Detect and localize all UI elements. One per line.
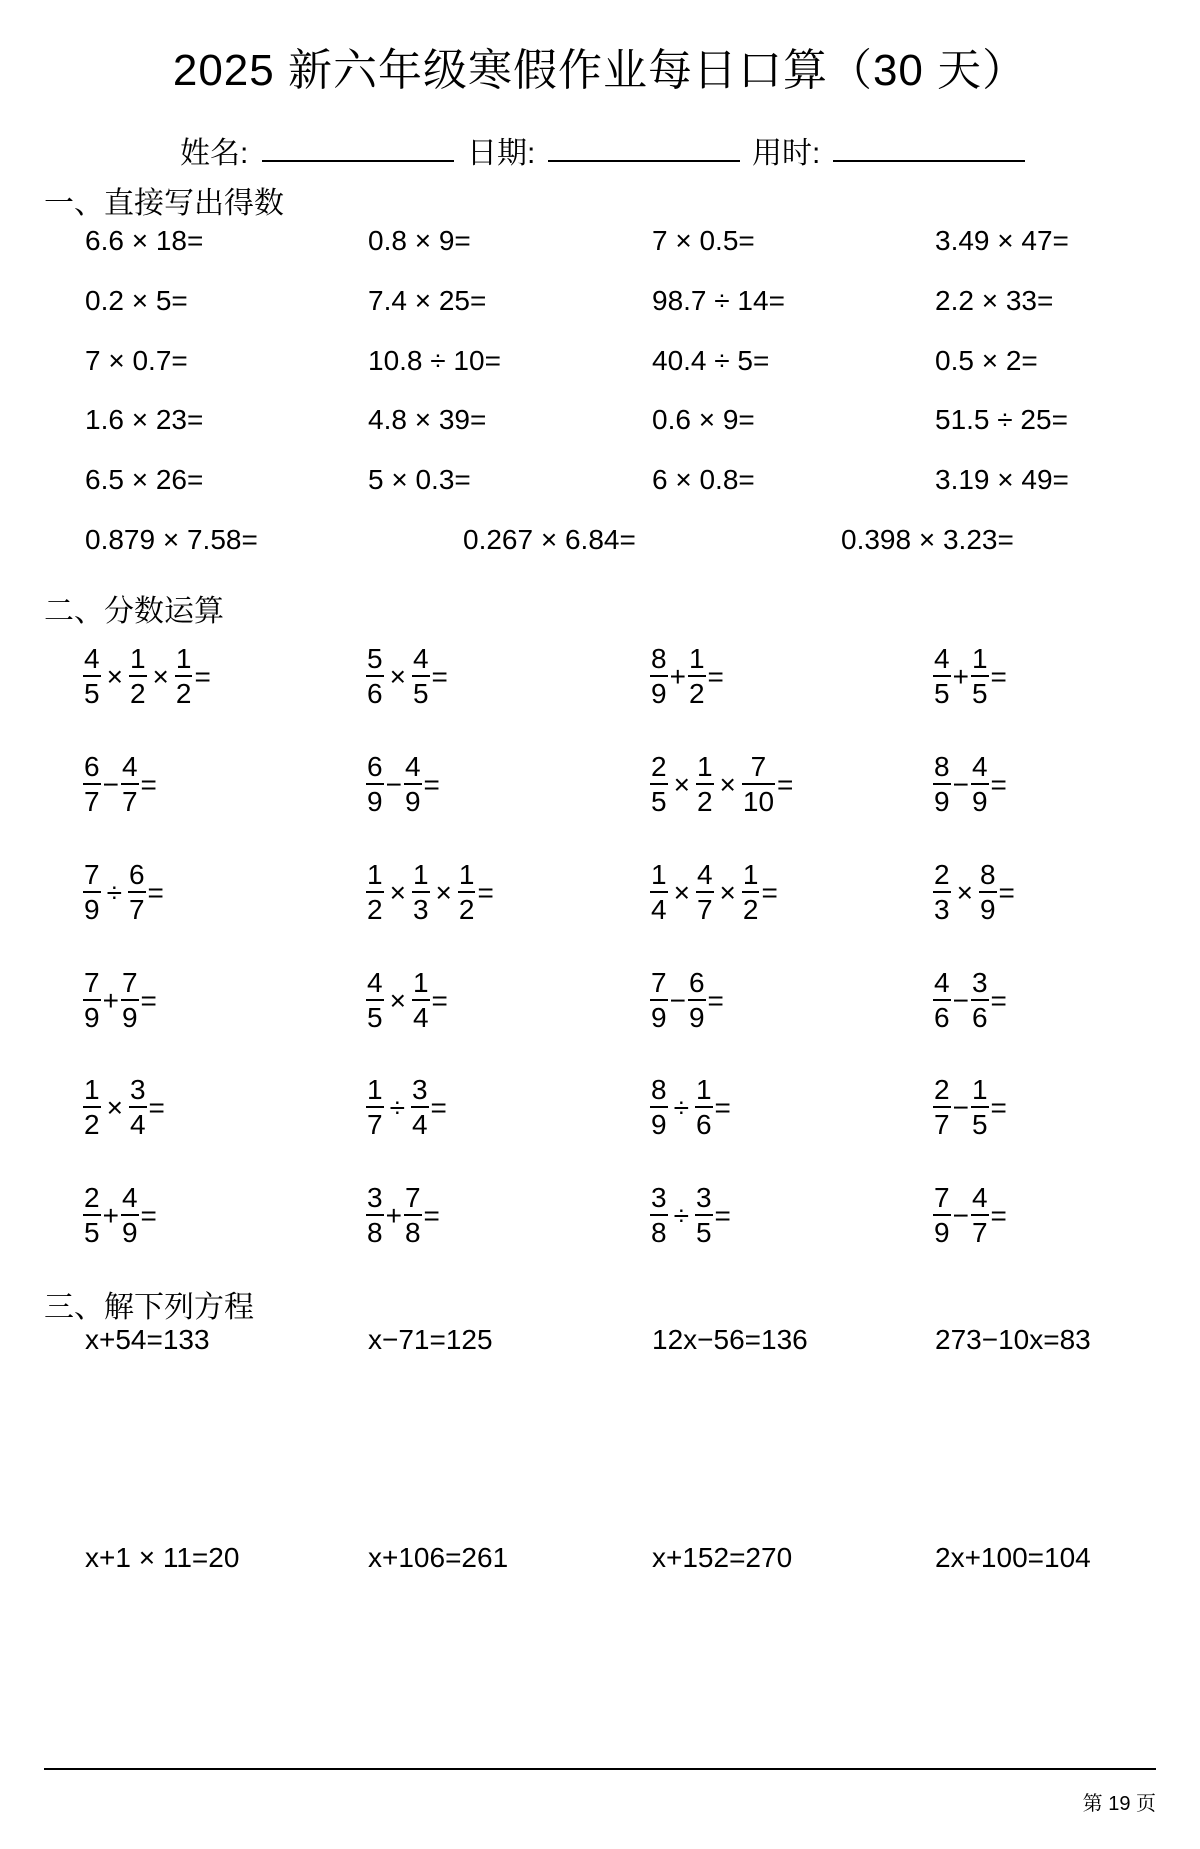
direct-problem: 5 × 0.3= <box>368 464 471 495</box>
denominator: 7 <box>934 1109 950 1140</box>
numerator: 4 <box>121 1182 138 1213</box>
numerator: 7 <box>121 967 138 998</box>
denominator: 9 <box>979 894 996 925</box>
equation-problem: x+152=270 <box>652 1542 793 1573</box>
direct-problem: 51.5 ÷ 25= <box>935 404 1068 435</box>
fraction <box>83 969 101 1032</box>
numerator: 4 <box>404 751 421 782</box>
operator: = <box>477 876 494 908</box>
fraction <box>933 861 951 924</box>
denominator: 7 <box>367 1109 383 1140</box>
numerator: 2 <box>84 1182 100 1213</box>
equation-problem: x+1 × 11=20 <box>85 1542 240 1573</box>
fraction-problem <box>83 1076 167 1139</box>
fraction <box>971 969 989 1032</box>
operator: × <box>956 876 973 908</box>
operator: = <box>430 1091 447 1123</box>
fraction <box>83 645 101 708</box>
operator: = <box>990 768 1007 800</box>
denominator: 5 <box>695 1217 712 1248</box>
denominator: 2 <box>367 894 383 925</box>
numerator: 4 <box>121 751 138 782</box>
fraction <box>175 645 193 708</box>
section-heading-equations: 三、解下列方程 <box>44 1291 254 1324</box>
fraction <box>688 645 706 708</box>
fraction <box>366 645 384 708</box>
fraction <box>650 645 668 708</box>
denominator: 4 <box>411 1109 428 1140</box>
name-label: 姓名: <box>180 137 249 170</box>
operator: = <box>431 984 448 1016</box>
numerator: 7 <box>84 859 100 890</box>
numerator: 1 <box>651 859 667 890</box>
fraction <box>933 1076 951 1139</box>
denominator: 5 <box>367 1002 383 1033</box>
numerator: 8 <box>651 643 667 674</box>
equation-problem: x−71=125 <box>368 1324 493 1355</box>
denominator: 9 <box>121 1002 138 1033</box>
denominator: 5 <box>84 678 100 709</box>
fraction <box>458 861 476 924</box>
fraction <box>696 861 714 924</box>
fraction-problem <box>83 969 159 1032</box>
numerator: 4 <box>84 643 100 674</box>
direct-problem: 0.879 × 7.58= <box>85 524 258 555</box>
fraction <box>696 753 714 816</box>
fraction-problem <box>933 861 1017 924</box>
operator: = <box>761 876 778 908</box>
fraction-problem <box>650 1076 733 1139</box>
fraction <box>121 969 139 1032</box>
operator: − <box>952 984 969 1016</box>
denominator: 2 <box>696 786 713 817</box>
numerator: 1 <box>367 859 383 890</box>
fraction-problem <box>366 969 450 1032</box>
operator: = <box>714 1091 731 1123</box>
fraction <box>366 861 384 924</box>
fraction-problem <box>83 861 166 924</box>
denominator: 6 <box>971 1002 988 1033</box>
denominator: 7 <box>84 786 100 817</box>
numerator: 1 <box>84 1074 100 1105</box>
numerator: 1 <box>129 643 146 674</box>
direct-problem: 7.4 × 25= <box>368 285 487 316</box>
numerator: 3 <box>411 1074 428 1105</box>
operator: ÷ <box>673 1199 689 1231</box>
section-heading-fractions: 二、分数运算 <box>44 595 224 628</box>
fraction <box>129 645 147 708</box>
denominator: 2 <box>688 678 705 709</box>
numerator: 4 <box>696 859 713 890</box>
numerator: 7 <box>651 967 667 998</box>
denominator: 9 <box>971 786 988 817</box>
fraction <box>979 861 997 924</box>
operator: = <box>140 1199 157 1231</box>
denominator: 6 <box>934 1002 950 1033</box>
denominator: 5 <box>651 786 667 817</box>
fraction <box>650 753 668 816</box>
numerator: 6 <box>84 751 100 782</box>
denominator: 2 <box>458 894 475 925</box>
fraction <box>650 861 668 924</box>
date-field[interactable] <box>548 160 740 162</box>
fraction-problem <box>650 969 726 1032</box>
time-field[interactable] <box>833 160 1025 162</box>
fraction <box>121 753 139 816</box>
denominator: 7 <box>971 1217 988 1248</box>
fraction-problem <box>83 1184 159 1247</box>
equation-problem: x+106=261 <box>368 1542 509 1573</box>
operator: = <box>990 660 1007 692</box>
numerator: 1 <box>971 643 988 674</box>
direct-problem: 6.6 × 18= <box>85 225 204 256</box>
operator: × <box>673 768 690 800</box>
fraction <box>650 1184 668 1247</box>
numerator: 1 <box>971 1074 988 1105</box>
fraction-problem <box>83 645 213 708</box>
numerator: 8 <box>934 751 950 782</box>
operator: × <box>389 876 406 908</box>
fraction <box>412 645 430 708</box>
operator: = <box>990 1199 1007 1231</box>
name-field[interactable] <box>262 160 454 162</box>
denominator: 5 <box>971 678 988 709</box>
operator: + <box>952 660 969 692</box>
fraction <box>83 861 101 924</box>
denominator: 9 <box>934 1217 950 1248</box>
numerator: 4 <box>971 751 988 782</box>
fraction <box>404 753 422 816</box>
fraction-problem <box>366 861 496 924</box>
denominator: 9 <box>934 786 950 817</box>
direct-problem: 6 × 0.8= <box>652 464 755 495</box>
direct-problem: 3.49 × 47= <box>935 225 1069 256</box>
numerator: 5 <box>367 643 383 674</box>
direct-problem: 0.8 × 9= <box>368 225 471 256</box>
numerator: 8 <box>979 859 996 890</box>
numerator: 3 <box>129 1074 146 1105</box>
denominator: 4 <box>412 1002 429 1033</box>
denominator: 5 <box>84 1217 100 1248</box>
operator: + <box>102 984 119 1016</box>
numerator: 4 <box>934 967 950 998</box>
fraction-problem <box>366 1076 449 1139</box>
operator: = <box>990 984 1007 1016</box>
direct-problem: 2.2 × 33= <box>935 285 1054 316</box>
operator: + <box>385 1199 402 1231</box>
numerator: 2 <box>934 1074 950 1105</box>
fraction <box>695 1184 713 1247</box>
operator: − <box>669 984 686 1016</box>
fraction-problem <box>366 753 442 816</box>
denominator: 2 <box>742 894 759 925</box>
numerator: 1 <box>367 1074 383 1105</box>
operator: = <box>148 1091 165 1123</box>
fraction-problem <box>650 861 780 924</box>
numerator: 7 <box>84 967 100 998</box>
numerator: 7 <box>750 751 767 782</box>
fraction <box>650 1076 668 1139</box>
operator: = <box>140 768 157 800</box>
operator: = <box>140 984 157 1016</box>
operator: × <box>673 876 690 908</box>
numerator: 1 <box>412 967 429 998</box>
operator: ÷ <box>106 876 122 908</box>
fraction <box>129 1076 147 1139</box>
denominator: 7 <box>128 894 145 925</box>
numerator: 8 <box>651 1074 667 1105</box>
numerator: 6 <box>128 859 145 890</box>
date-label: 日期: <box>467 137 536 170</box>
operator: = <box>431 660 448 692</box>
operator: − <box>385 768 402 800</box>
denominator: 8 <box>404 1217 421 1248</box>
direct-problem: 0.5 × 2= <box>935 345 1038 376</box>
denominator: 6 <box>367 678 383 709</box>
direct-problem: 0.267 × 6.84= <box>463 524 636 555</box>
fraction <box>933 1184 951 1247</box>
operator: = <box>423 768 440 800</box>
operator: − <box>102 768 119 800</box>
direct-problem: 4.8 × 39= <box>368 404 487 435</box>
fraction <box>121 1184 139 1247</box>
numerator: 3 <box>651 1182 667 1213</box>
numerator: 4 <box>934 643 950 674</box>
fraction-problem <box>933 969 1009 1032</box>
denominator: 9 <box>84 894 100 925</box>
fraction <box>933 645 951 708</box>
numerator: 1 <box>688 643 705 674</box>
operator: + <box>669 660 686 692</box>
fraction <box>971 1076 989 1139</box>
fraction-problem <box>650 753 795 816</box>
operator: + <box>102 1199 119 1231</box>
operator: = <box>147 876 164 908</box>
fraction <box>366 1184 384 1247</box>
fraction <box>83 1184 101 1247</box>
denominator: 6 <box>695 1109 712 1140</box>
fraction <box>742 861 760 924</box>
direct-problem: 7 × 0.5= <box>652 225 755 256</box>
denominator: 3 <box>934 894 950 925</box>
operator: × <box>152 660 169 692</box>
operator: × <box>719 876 736 908</box>
numerator: 3 <box>367 1182 383 1213</box>
numerator: 1 <box>175 643 192 674</box>
direct-problem: 98.7 ÷ 14= <box>652 285 785 316</box>
numerator: 3 <box>695 1182 712 1213</box>
numerator: 1 <box>458 859 475 890</box>
direct-problem: 3.19 × 49= <box>935 464 1069 495</box>
fraction <box>411 1076 429 1139</box>
fraction-problem <box>366 645 450 708</box>
denominator: 9 <box>651 1002 667 1033</box>
fraction-problem <box>366 1184 442 1247</box>
denominator: 5 <box>412 678 429 709</box>
fraction-problem <box>933 1184 1009 1247</box>
time-label: 用时: <box>752 137 821 170</box>
denominator: 4 <box>651 894 667 925</box>
fraction <box>366 753 384 816</box>
denominator: 9 <box>84 1002 100 1033</box>
denominator: 9 <box>651 1109 667 1140</box>
fraction <box>83 1076 101 1139</box>
operator: = <box>714 1199 731 1231</box>
operator: = <box>998 876 1015 908</box>
numerator: 6 <box>367 751 383 782</box>
denominator: 5 <box>971 1109 988 1140</box>
numerator: 4 <box>971 1182 988 1213</box>
denominator: 2 <box>84 1109 100 1140</box>
footer-divider <box>44 1768 1156 1770</box>
denominator: 9 <box>121 1217 138 1248</box>
section-heading-direct: 一、直接写出得数 <box>44 187 284 220</box>
fraction <box>650 969 668 1032</box>
denominator: 3 <box>412 894 429 925</box>
equation-problem: x+54=133 <box>85 1324 210 1355</box>
fraction <box>404 1184 422 1247</box>
denominator: 7 <box>121 786 138 817</box>
operator: = <box>707 984 724 1016</box>
operator: × <box>389 660 406 692</box>
numerator: 2 <box>934 859 950 890</box>
numerator: 2 <box>651 751 667 782</box>
numerator: 6 <box>688 967 705 998</box>
denominator: 10 <box>742 786 775 817</box>
operator: − <box>952 768 969 800</box>
operator: = <box>707 660 724 692</box>
direct-problem: 0.398 × 3.23= <box>841 524 1014 555</box>
operator: ÷ <box>389 1091 405 1123</box>
denominator: 9 <box>404 786 421 817</box>
denominator: 7 <box>696 894 713 925</box>
denominator: 2 <box>175 678 192 709</box>
denominator: 8 <box>367 1217 383 1248</box>
fraction-problem <box>933 1076 1009 1139</box>
direct-problem: 7 × 0.7= <box>85 345 188 376</box>
operator: = <box>990 1091 1007 1123</box>
numerator: 4 <box>367 967 383 998</box>
operator: ÷ <box>673 1091 689 1123</box>
numerator: 4 <box>412 643 429 674</box>
fraction <box>688 969 706 1032</box>
operator: = <box>777 768 794 800</box>
equation-problem: 12x−56=136 <box>652 1324 808 1355</box>
denominator: 2 <box>129 678 146 709</box>
fraction <box>933 753 951 816</box>
denominator: 4 <box>129 1109 146 1140</box>
operator: × <box>719 768 736 800</box>
direct-problem: 40.4 ÷ 5= <box>652 345 770 376</box>
denominator: 9 <box>651 678 667 709</box>
numerator: 1 <box>696 751 713 782</box>
fraction <box>695 1076 713 1139</box>
denominator: 5 <box>934 678 950 709</box>
direct-problem: 6.5 × 26= <box>85 464 204 495</box>
fraction <box>933 969 951 1032</box>
numerator: 7 <box>934 1182 950 1213</box>
fraction <box>971 753 989 816</box>
operator: × <box>389 984 406 1016</box>
numerator: 1 <box>742 859 759 890</box>
operator: = <box>194 660 211 692</box>
fraction <box>366 1076 384 1139</box>
page-title: 2025 新六年级寒假作业每日口算（30 天） <box>172 46 1028 95</box>
fraction <box>83 753 101 816</box>
fraction-problem <box>933 645 1009 708</box>
fraction <box>128 861 146 924</box>
direct-problem: 1.6 × 23= <box>85 404 204 435</box>
numerator: 7 <box>404 1182 421 1213</box>
fraction <box>971 1184 989 1247</box>
direct-problem: 0.6 × 9= <box>652 404 755 435</box>
denominator: 9 <box>688 1002 705 1033</box>
fraction-problem <box>650 645 726 708</box>
operator: − <box>952 1199 969 1231</box>
operator: − <box>952 1091 969 1123</box>
fraction-problem <box>83 753 159 816</box>
numerator: 1 <box>695 1074 712 1105</box>
fraction-problem <box>933 753 1009 816</box>
equation-problem: 2x+100=104 <box>935 1542 1091 1573</box>
page-number: 第 19 页 <box>1082 1793 1156 1815</box>
fraction <box>412 969 430 1032</box>
direct-problem: 0.2 × 5= <box>85 285 188 316</box>
direct-problem: 10.8 ÷ 10= <box>368 345 501 376</box>
numerator: 1 <box>412 859 429 890</box>
numerator: 3 <box>971 967 988 998</box>
fraction <box>971 645 989 708</box>
operator: × <box>106 1091 123 1123</box>
fraction <box>366 969 384 1032</box>
denominator: 9 <box>367 786 383 817</box>
fraction <box>742 753 775 816</box>
fraction <box>412 861 430 924</box>
fraction-problem <box>650 1184 733 1247</box>
equation-problem: 273−10x=83 <box>935 1324 1091 1355</box>
denominator: 8 <box>651 1217 667 1248</box>
operator: = <box>423 1199 440 1231</box>
operator: × <box>106 660 123 692</box>
operator: × <box>435 876 452 908</box>
